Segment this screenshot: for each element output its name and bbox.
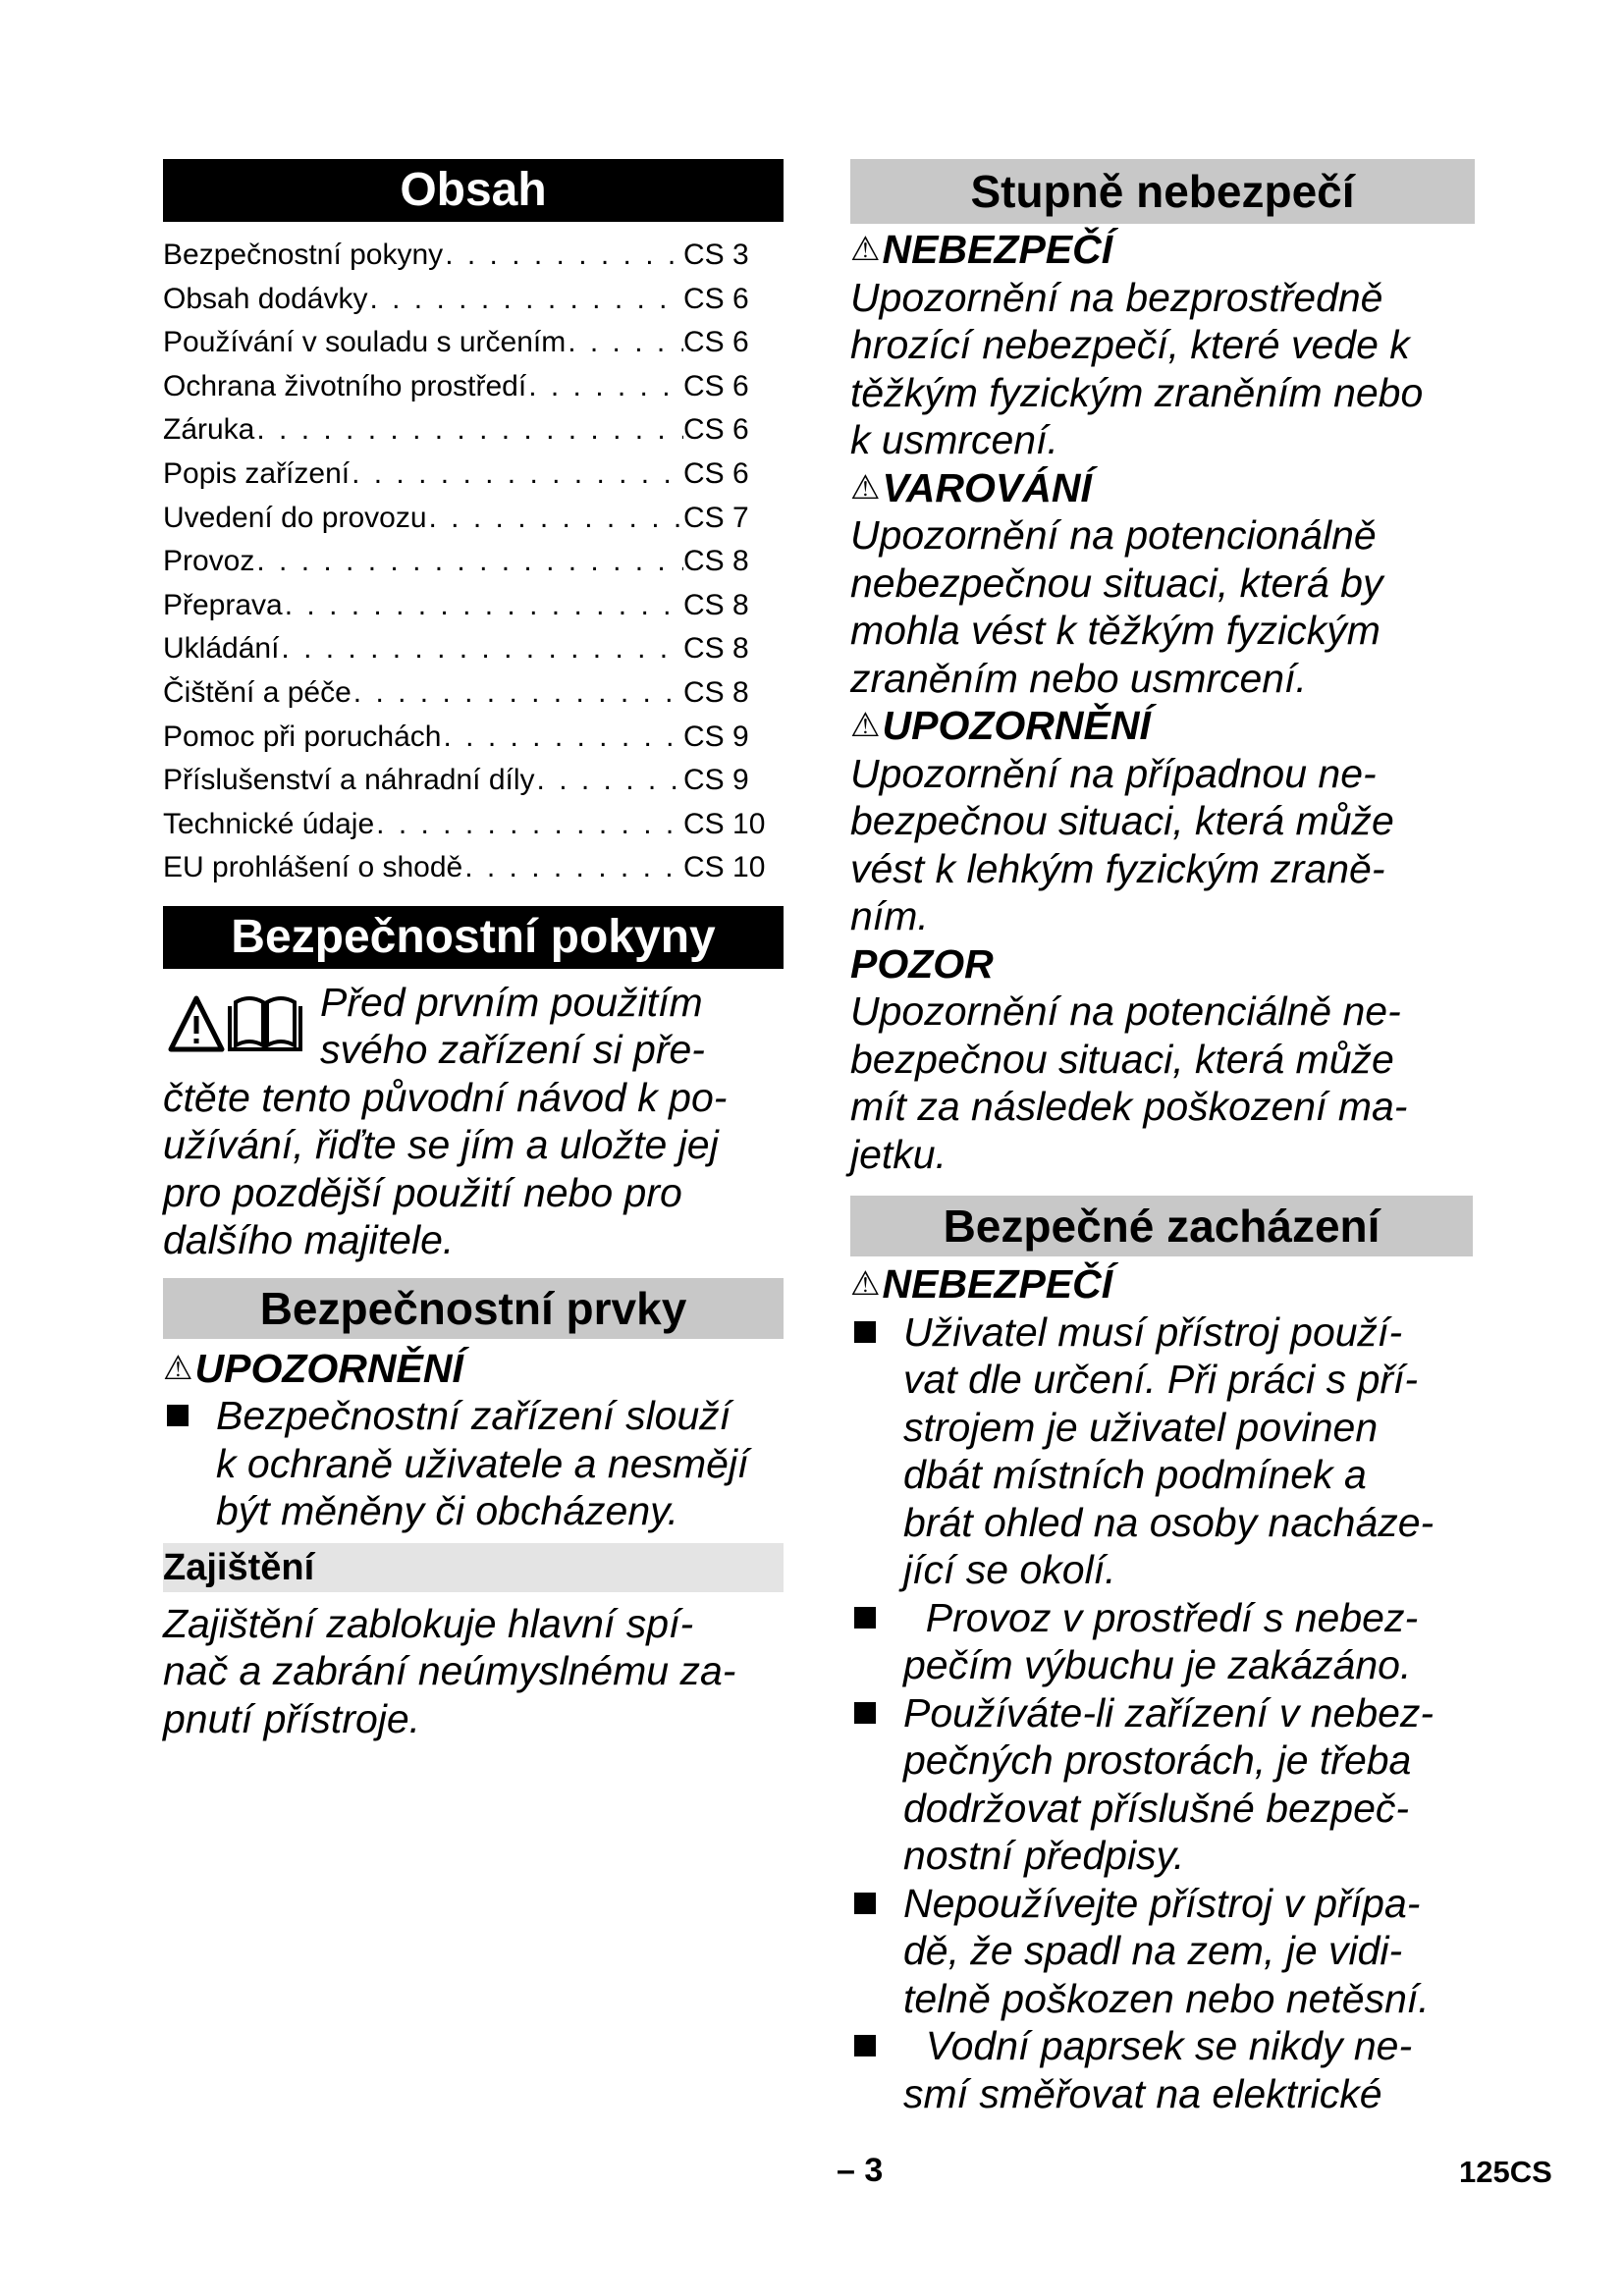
- hazard-description-line: mohla vést k těžkým fyzickým: [850, 608, 1380, 653]
- left-column: [163, 159, 784, 1742]
- toc-entry-label: Popis zařízení: [163, 456, 351, 490]
- toc-entry-label: Používání v souladu s určením: [163, 326, 567, 359]
- lock-line: nač a zabrání neúmyslnému za-: [163, 1648, 736, 1694]
- bullet-line: brát ohled na osoby nacháze-: [903, 1499, 1435, 1545]
- toc-entry: [163, 846, 784, 890]
- bullet-line: být měněny či obcházeny.: [216, 1488, 678, 1534]
- toc-entry: [163, 803, 784, 847]
- intro-line: pro pozdější použití nebo pro: [163, 1169, 682, 1215]
- toc-entry-page: CS 3: [683, 239, 749, 271]
- toc-entry-page: CS 6: [683, 456, 749, 490]
- toc-entry-page: CS 10: [683, 851, 766, 884]
- hazard-description-line: hrozící nebezpečí, které vede k: [850, 322, 1410, 367]
- toc-entry: [163, 671, 784, 716]
- toc-entry-page: CS 8: [683, 545, 749, 578]
- bullet-square-icon: [854, 1702, 876, 1724]
- hazard-description-line: Upozornění na potenciálně ne-: [850, 988, 1401, 1034]
- warning-triangle-icon: ⚠: [850, 468, 881, 507]
- toc-entry: [163, 365, 784, 409]
- safety-elements-heading: Bezpečnostní prvky: [163, 1278, 784, 1339]
- toc-leader-dots: [279, 627, 683, 671]
- toc-entry-label: Obsah dodávky: [163, 282, 368, 315]
- toc-leader-dots: [427, 497, 683, 541]
- toc-entry-label: Ukládání: [163, 632, 280, 666]
- toc-entry-label: Bezpečnostní pokyny: [163, 239, 444, 271]
- warning-triangle-icon: ⚠: [850, 707, 881, 744]
- toc-leader-dots: [367, 278, 683, 322]
- toc-entry-label: Čištění a péče: [163, 675, 352, 709]
- toc-entry: [163, 321, 784, 365]
- toc-leader-dots: [462, 846, 683, 890]
- bullet-square-icon: [167, 1405, 189, 1426]
- toc-entry: [163, 584, 784, 628]
- toc-entry-label: Ochrana životního prostředí: [163, 369, 527, 402]
- toc-entry-page: CS 10: [683, 807, 766, 840]
- bullet-line: k ochraně uživatele a nesmějí: [216, 1440, 749, 1486]
- toc-entry-page: CS 8: [683, 675, 749, 709]
- bullet-line: Používáte-li zařízení v nebez-: [903, 1689, 1435, 1735]
- toc-entry-page: CS 8: [683, 632, 749, 666]
- toc-entry-page: CS 6: [683, 282, 749, 315]
- toc-entry-label: Provoz: [163, 545, 255, 578]
- toc-leader-dots: [526, 365, 683, 409]
- handling-heading: Bezpečné zacházení: [850, 1196, 1473, 1256]
- bullet-line: Bezpečnostní zařízení slouží: [216, 1393, 731, 1439]
- bullet-line: Provoz v prostředí s nebez-: [903, 1594, 1419, 1640]
- intro-line: svého zařízení si pře-: [320, 1027, 705, 1073]
- toc-entry-label: Pomoc při poruchách: [163, 720, 442, 753]
- safety-intro: [163, 979, 784, 1264]
- hazard-description-line: k usmrcení.: [850, 417, 1058, 462]
- hazard-description-line: Upozornění na potencionálně: [850, 512, 1377, 558]
- toc-entry: [163, 716, 784, 760]
- bullet-line: dbát místních podmínek a: [903, 1452, 1367, 1497]
- signal-label: UPOZORNĚNÍ: [882, 703, 1151, 748]
- bullet-square-icon: [854, 1893, 876, 1914]
- toc-entry: [163, 759, 784, 803]
- bullet-square-icon: [854, 2035, 876, 2056]
- hazard-description-line: nebezpečnou situaci, která by: [850, 560, 1383, 606]
- toc-entry: [163, 627, 784, 671]
- signal-label: NEBEZPEČÍ: [882, 1261, 1113, 1307]
- hazard-levels: [850, 226, 1475, 1178]
- toc-entry: [163, 278, 784, 322]
- toc-entry: [163, 497, 784, 541]
- signal-label: VAROVÁNÍ: [882, 464, 1092, 510]
- toc-heading: Obsah: [163, 159, 784, 222]
- hazard-description-line: vést k lehkým fyzickým zraně-: [850, 845, 1385, 891]
- toc-leader-dots: [374, 803, 683, 847]
- toc-leader-dots: [283, 584, 683, 628]
- toc-entry: [163, 540, 784, 584]
- intro-line: Před prvním použitím: [320, 979, 703, 1025]
- bullet-line: Vodní paprsek se nikdy ne-: [903, 2023, 1413, 2068]
- toc-entry-label: EU prohlášení o shodě: [163, 851, 463, 884]
- bullet-item: [850, 1308, 1475, 1594]
- toc-list: [163, 234, 784, 890]
- hazard-description-line: bezpečnou situaci, která může: [850, 1036, 1394, 1082]
- hazard-description-line: bezpečnou situaci, která může: [850, 798, 1394, 843]
- signal-label: POZOR: [850, 940, 994, 987]
- toc-entry-page: CS 6: [683, 326, 749, 359]
- warning-triangle-icon: ⚠: [163, 1349, 193, 1387]
- toc-entry: [163, 408, 784, 453]
- toc-leader-dots: [535, 759, 683, 803]
- handling-list: [850, 1308, 1475, 2118]
- bullet-item: [850, 1594, 1475, 1689]
- intro-line: užívání, řiďte se jím a uložte jej: [163, 1122, 719, 1168]
- bullet-line: smí směřovat na elektrické: [903, 2070, 1382, 2116]
- warning-triangle-icon: [171, 998, 222, 1049]
- hazard-description-line: jetku.: [850, 1131, 947, 1177]
- toc-entry-label: Přeprava: [163, 588, 283, 621]
- hazard-description-line: mít za následek poškození ma-: [850, 1084, 1408, 1129]
- warning-manual-icon: [167, 985, 306, 1073]
- signal-word: [850, 702, 1475, 750]
- intro-line: dalšího majitele.: [163, 1217, 455, 1263]
- hazard-description-line: ním.: [850, 893, 929, 938]
- right-column: [850, 159, 1475, 2117]
- bullet-square-icon: [854, 1321, 876, 1343]
- hazard-heading: Stupně nebezpečí: [850, 159, 1475, 224]
- warning-triangle-icon: ⚠: [850, 1265, 881, 1303]
- bullet-line: strojem je uživatel povinen: [903, 1404, 1379, 1450]
- toc-leader-dots: [254, 540, 683, 584]
- intro-line: čtěte tento původní návod k po-: [163, 1074, 728, 1120]
- signal-label: UPOZORNĚNÍ: [194, 1345, 463, 1391]
- signal-word: [850, 226, 1475, 274]
- bullet-line: pečím výbuchu je zakázáno.: [903, 1642, 1412, 1687]
- toc-leader-dots: [350, 453, 683, 497]
- bullet-item: [850, 1880, 1475, 2023]
- toc-entry-label: Příslušenství a náhradní díly: [163, 764, 535, 797]
- hazard-description-line: těžkým fyzickým zraněním nebo: [850, 369, 1424, 415]
- bullet-line: Nepoužívejte přístroj v přípa-: [903, 1880, 1421, 1926]
- toc-entry-page: CS 6: [683, 413, 749, 447]
- toc-leader-dots: [254, 408, 683, 453]
- signal-word: [850, 1260, 1475, 1308]
- toc-entry-label: Technické údaje: [163, 807, 375, 840]
- warning-triangle-icon: ⚠: [850, 231, 881, 268]
- signal-word: [850, 940, 1475, 988]
- toc-entry: [163, 453, 784, 497]
- bullet-item: [163, 1392, 784, 1535]
- bullet-line: Uživatel musí přístroj použí-: [903, 1308, 1403, 1355]
- toc-entry-page: CS 8: [683, 588, 749, 621]
- hazard-description-line: Upozornění na případnou ne-: [850, 750, 1377, 796]
- safety-heading: Bezpečnostní pokyny: [163, 906, 784, 969]
- signal-label: NEBEZPEČÍ: [882, 227, 1113, 272]
- lock-line: Zajištění zablokuje hlavní spí-: [163, 1600, 694, 1646]
- toc-leader-dots: [566, 321, 683, 365]
- toc-entry-label: Záruka: [163, 413, 255, 447]
- toc-leader-dots: [441, 716, 683, 760]
- toc-entry-page: CS 7: [683, 501, 749, 534]
- bullet-line: telně poškozen nebo netěsní.: [903, 1975, 1430, 2021]
- lock-line: pnutí přístroje.: [163, 1695, 421, 1741]
- bullet-line: dě, že spadl na zem, je vidi-: [903, 1928, 1403, 1973]
- bullet-line: jící se okolí.: [903, 1547, 1116, 1592]
- signal-word: [850, 464, 1475, 512]
- bullet-line: pečných prostorách, je třeba: [903, 1737, 1412, 1783]
- bullet-line: vat dle určení. Při práci s pří-: [903, 1357, 1419, 1402]
- toc-entry-label: Uvedení do provozu: [163, 501, 427, 534]
- toc-leader-dots: [352, 671, 683, 716]
- safety-elements-list: [163, 1392, 784, 1535]
- toc-entry: [163, 234, 784, 278]
- manual-book-icon: [230, 998, 300, 1049]
- lock-heading: Zajištění: [163, 1543, 784, 1592]
- bullet-line: dodržovat příslušné bezpeč-: [903, 1785, 1410, 1831]
- toc-leader-dots: [443, 234, 683, 278]
- hazard-description-line: zraněním nebo usmrcení.: [850, 655, 1307, 701]
- toc-entry-page: CS 9: [683, 720, 749, 753]
- toc-entry-page: CS 9: [683, 764, 749, 797]
- bullet-square-icon: [854, 1607, 876, 1629]
- bullet-line: nostní předpisy.: [903, 1833, 1185, 1878]
- bullet-item: [850, 1689, 1475, 1880]
- lock-text: [163, 1600, 784, 1743]
- document-code: 125CS: [1459, 2155, 1552, 2189]
- bullet-item: [850, 2022, 1475, 2117]
- toc-entry-page: CS 6: [683, 369, 749, 402]
- hazard-description-line: Upozornění na bezprostředně: [850, 274, 1383, 320]
- page-number: – 3: [837, 2152, 884, 2189]
- signal-word: [163, 1345, 784, 1393]
